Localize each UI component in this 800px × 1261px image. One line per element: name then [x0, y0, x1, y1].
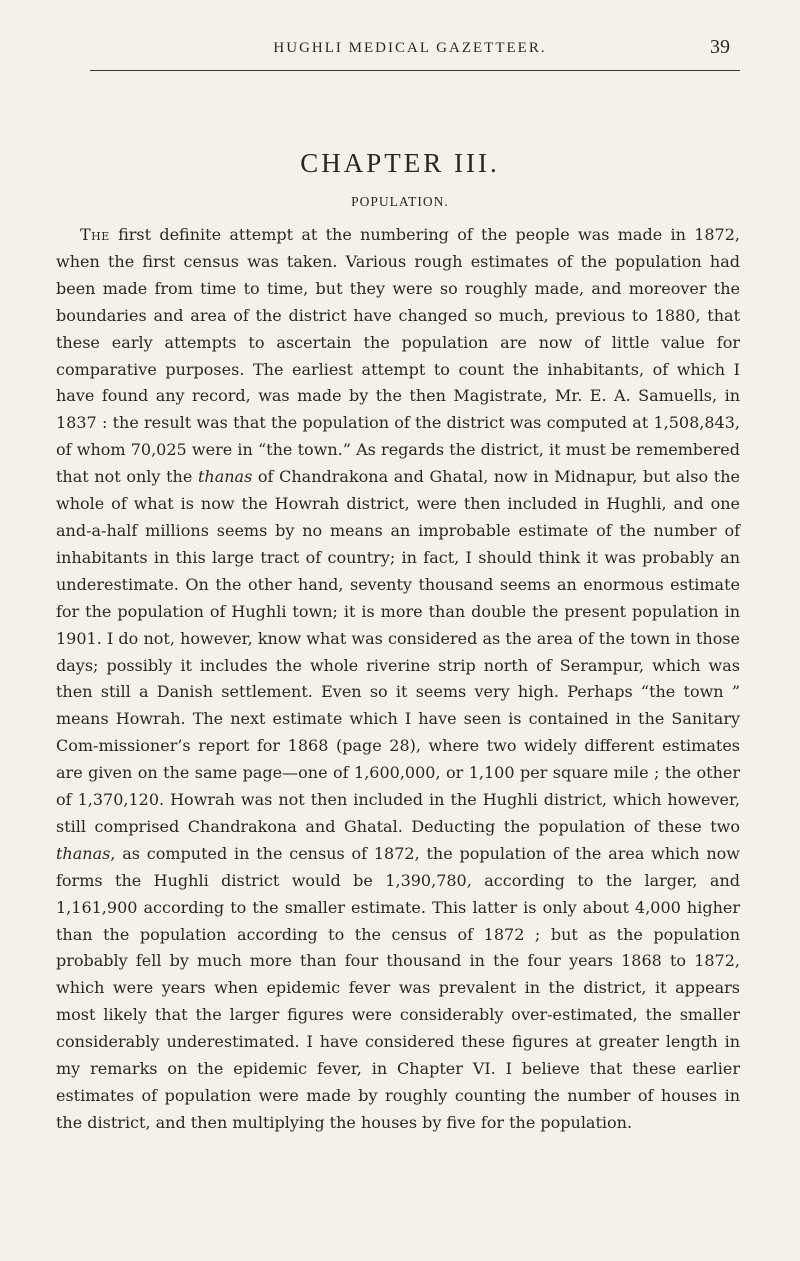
running-head — [90, 36, 730, 64]
chapter-heading: CHAPTER III. — [300, 148, 500, 178]
italic-term-thanas-2: thanas — [56, 843, 111, 863]
paragraph-text-part-3: , as computed in the census of 1872, the population of the area which now forms the Hughli district would be 1,390,780, according to the larger, and 1,161,900 according to the smaller estimate. This latter is only about 4,000 higher than the population according to the census of 1872 ; but as the population probably fell by much more than four thousand in the four years 1868 to 1872, which were years when epidemic fever was prevalent in the district, it appears most likely that the larger figures were considerably over-estimated, the smaller considerably underestimated. I have considered these figures at greater length in my remarks on the epidemic fever, in Chapter VI. I believe that these earlier estimates of population were made by roughly counting the number of houses in the district, and then multiplying the houses by five for the population. — [56, 843, 740, 1132]
paragraph-text-part-2: of Chandrakona and Ghatal, now in Midnapur, but also the whole of what is now the Howrah district, were then included in Hughli, and one and-a-half millions seems by no means an improbable estimate of the number of inhabitants in this large tract of country; in fact, I should think it was probably an underestimate. On the other hand, seventy thousand seems an enormous estimate for the population of Hughli town; it is more than double the present population in 1901. I do not, however, know what was considered as the area of the town in those days; possibly it includes the whole riverine strip north of Serampur, which was then still a Danish settlement. Even so it seems very high. Perhaps “the town ” means Howrah. The next estimate which I have seen is contained in the Sanitary Com-missioner’s report for 1868 (page 28), where two widely different estimates are given on the same page—one of 1,600,000, or 1,100 per square mile ; the other of 1,370,120. Howrah was not then included in the Hughli district, which however, still comprised Chandrakona and Ghatal. Deducting the population of these two — [56, 467, 740, 836]
header-rule — [90, 70, 740, 71]
italic-term-thanas: thanas — [197, 467, 253, 487]
running-title: HUGHLI MEDICAL GAZETTEER. — [273, 40, 547, 56]
body-paragraph — [56, 222, 740, 1137]
paragraph-text-part-1: first definite attempt at the numbering of the people was made in 1872, when the first census was taken. Various rough estimates of the population had been made from time to time, but they were so roughly made, and moreover the boundaries and area of the district have changed so much, previous to 1880, that these early attempts to ascertain the population are now of little value for comparative purposes. The earliest attempt to count the inhabitants, of which I have found any record, was made by the then Magistrate, Mr. E. A. Samuells, in 1837 : the result was that the population of the district was computed at 1,508,843, of whom 70,025 were in “the town.” As regards the district, it must be remembered that not only the — [56, 225, 740, 487]
opening-word: The — [80, 225, 110, 244]
page-number: 39 — [710, 36, 730, 58]
section-heading: POPULATION. — [351, 194, 449, 209]
